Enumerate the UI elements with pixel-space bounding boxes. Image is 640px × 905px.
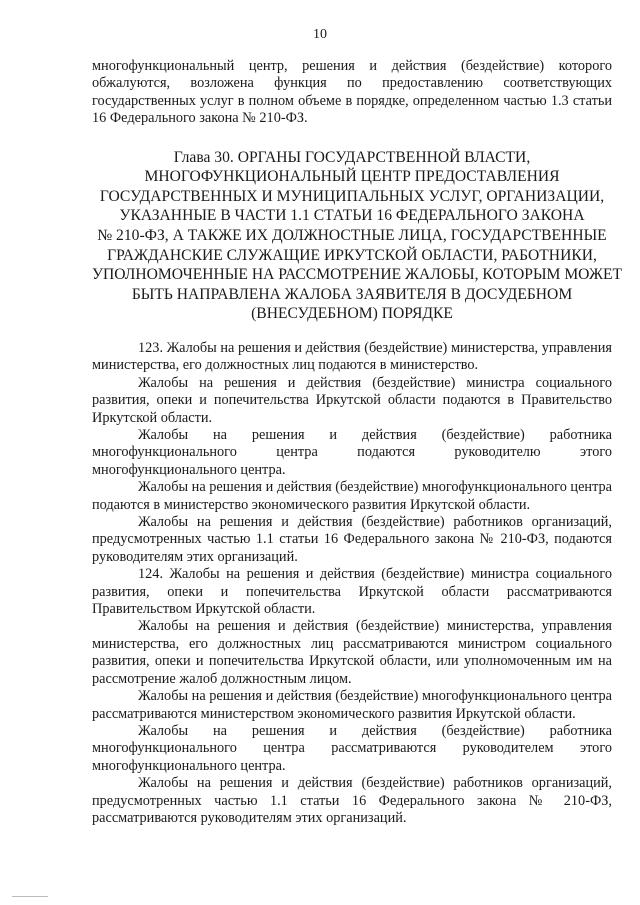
- paragraph: Жалобы на решения и действия (бездействие) многофункционального центра рассматриваются министерством экономического развития Иркутской области.: [92, 688, 612, 722]
- heading-line: МНОГОФУНКЦИОНАЛЬНЫЙ ЦЕНТР ПРЕДОСТАВЛЕНИЯ: [144, 168, 560, 186]
- heading-line: № 210-ФЗ, А ТАКЖЕ ИХ ДОЛЖНОСТНЫЕ ЛИЦА, ГОСУДАРСТВЕННЫЕ: [97, 227, 607, 244]
- page-number: 10: [313, 27, 327, 42]
- paragraph: Жалобы на решения и действия (бездействие) работников организаций, предусмотренных частью 1.1 статьи 16 Федерального закона № 210-ФЗ, подаются руководителям этих организаций.: [92, 514, 612, 565]
- document-body: [92, 58, 623, 827]
- paragraph-124: 124. Жалобы на решения и действия (бездействие) министра социального развития, опеки и попечительства Иркутской области рассматриваются Правительством Иркутской области.: [92, 566, 612, 618]
- paragraph: Жалобы на решения и действия (бездействие) многофункционального центра подаются в министерство экономического развития Иркутской области.: [92, 479, 612, 513]
- heading-line: Глава 30. ОРГАНЫ ГОСУДАРСТВЕННОЙ ВЛАСТИ,: [173, 148, 531, 166]
- chapter-heading: [92, 148, 623, 324]
- heading-line: УПОЛНОМОЧЕННЫЕ НА РАССМОТРЕНИЕ ЖАЛОБЫ, КОТОРЫМ МОЖЕТ: [92, 266, 623, 284]
- heading-line: ГОСУДАРСТВЕННЫХ И МУНИЦИПАЛЬНЫХ УСЛУГ, ОРГАНИЗАЦИИ,: [99, 187, 605, 205]
- heading-line: (ВНЕСУДЕБНОМ) ПОРЯДКЕ: [251, 305, 453, 323]
- paragraph: Жалобы на решения и действия (бездействие) работника многофункционального центра рассматриваются руководителем этого многофункционального центра.: [92, 722, 612, 774]
- intro-paragraph: многофункциональный центр, решения и действия (бездействие) которого обжалуются, возложена функция по предоставлению соответствующих государственных услуг в полном объеме в порядке, определенном частью 1.3 статьи 16 Федерального закона № 210-ФЗ.: [92, 58, 612, 127]
- heading-line: УКАЗАННЫЕ В ЧАСТИ 1.1 СТАТЬИ 16 ФЕДЕРАЛЬНОГО ЗАКОНА: [119, 207, 585, 225]
- heading-line: БЫТЬ НАПРАВЛЕНА ЖАЛОБА ЗАЯВИТЕЛЯ В ДОСУДЕБНОМ: [131, 285, 573, 303]
- paragraph: Жалобы на решения и действия (бездействие) министра социального развития, опеки и попечительства Иркутской области подаются в Правительство Иркутской области.: [92, 374, 612, 426]
- paragraph: Жалобы на решения и действия (бездействие) работников организаций, предусмотренных частью 1.1 статьи 16 Федерального закона № 210-ФЗ, рассматриваются руководителям этих организаций.: [92, 775, 612, 826]
- footer-divider: [12, 896, 48, 897]
- paragraph: Жалобы на решения и действия (бездействие) министерства, управления министерства, его должностных лиц рассматриваются министром социального развития, опеки и попечительства Иркутской области, или уполномоченным им на рассмотрение жалоб должностным лицом.: [92, 618, 612, 687]
- paragraph-123: 123. Жалобы на решения и действия (бездействие) министерства, управления министерства, его должностных лиц подаются в министерство.: [92, 339, 612, 374]
- paragraph: Жалобы на решения и действия (бездействие) работника многофункционального центра подаются руководителю этого многофункционального центра.: [92, 427, 612, 478]
- heading-line: ГРАЖДАНСКИЕ СЛУЖАЩИЕ ИРКУТСКОЙ ОБЛАСТИ, РАБОТНИКИ,: [107, 246, 597, 264]
